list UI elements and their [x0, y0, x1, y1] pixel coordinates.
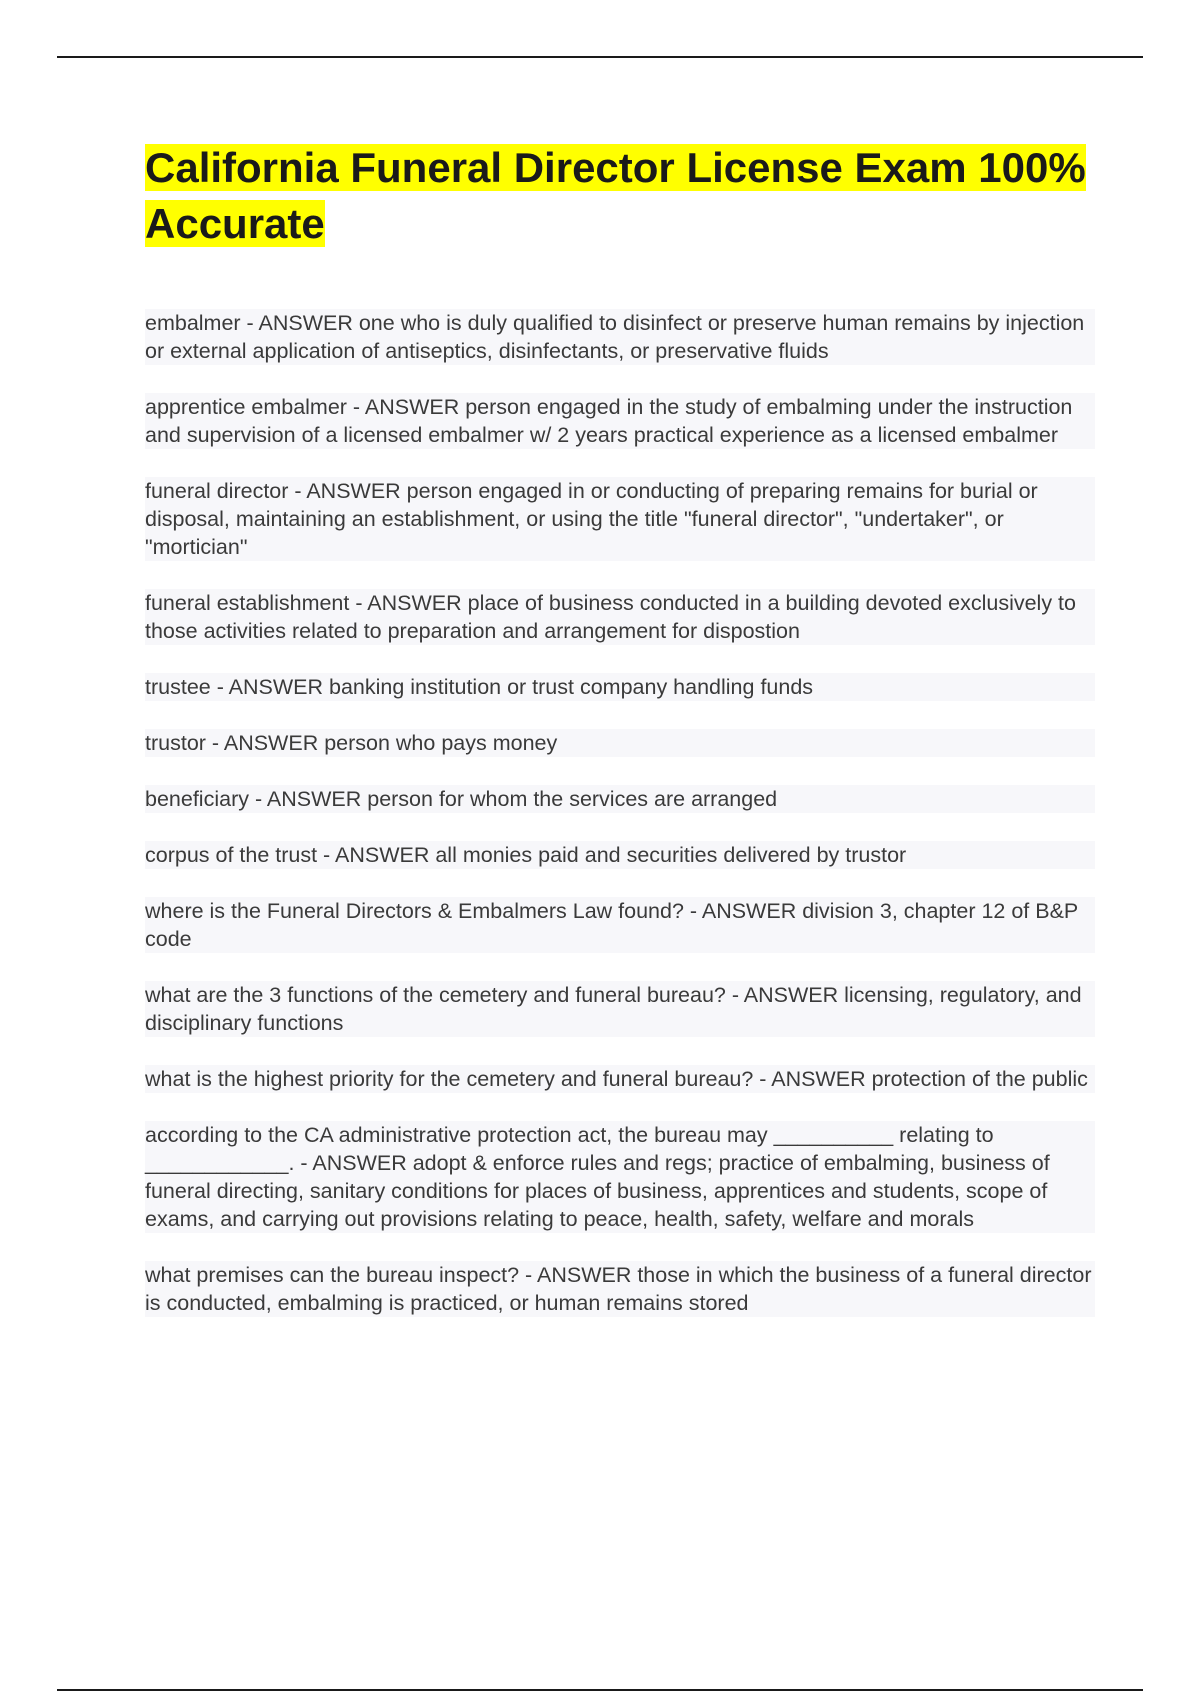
qa-entry: apprentice embalmer - ANSWER person engaged in the study of embalming under the instruction and supervision of a licensed embalmer w/ 2 years practical experience as a licensed embalmer [145, 393, 1095, 449]
bottom-rule [57, 1689, 1143, 1691]
qa-entry: funeral establishment - ANSWER place of business conducted in a building devoted exclusively to those activities related to preparation and arrangement for dispostion [145, 589, 1095, 645]
document-title [145, 140, 1095, 252]
qa-entry: trustor - ANSWER person who pays money [145, 729, 1095, 757]
qa-entry: where is the Funeral Directors & Embalmers Law found? - ANSWER division 3, chapter 12 of B&P code [145, 897, 1095, 953]
qa-entry: funeral director - ANSWER person engaged in or conducting of preparing remains for burial or disposal, maintaining an establishment, or using the title "funeral director", "undertaker", or "mortician" [145, 477, 1095, 561]
qa-entry: beneficiary - ANSWER person for whom the services are arranged [145, 785, 1095, 813]
qa-entry: according to the CA administrative protection act, the bureau may __________ relating to ____________. - ANSWER adopt & enforce rules and regs; practice of embalming, business of funeral directing, sanitary conditions for places of business, apprentices and students, scope of exams, and carrying out provisions relating to peace, health, safety, welfare and morals [145, 1121, 1095, 1233]
document-title-text: California Funeral Director License Exam 100% Accurate [145, 144, 1086, 247]
qa-entry: embalmer - ANSWER one who is duly qualified to disinfect or preserve human remains by injection or external application of antiseptics, disinfectants, or preservative fluids [145, 309, 1095, 365]
top-rule [57, 56, 1143, 58]
qa-entry: what premises can the bureau inspect? - ANSWER those in which the business of a funeral director is conducted, embalming is practiced, or human remains stored [145, 1261, 1095, 1317]
qa-entry: trustee - ANSWER banking institution or trust company handling funds [145, 673, 1095, 701]
document-body [145, 140, 1095, 1345]
qa-entry: what are the 3 functions of the cemetery and funeral bureau? - ANSWER licensing, regulatory, and disciplinary functions [145, 981, 1095, 1037]
qa-entry: what is the highest priority for the cemetery and funeral bureau? - ANSWER protection of the public [145, 1065, 1095, 1093]
qa-entry: corpus of the trust - ANSWER all monies paid and securities delivered by trustor [145, 841, 1095, 869]
